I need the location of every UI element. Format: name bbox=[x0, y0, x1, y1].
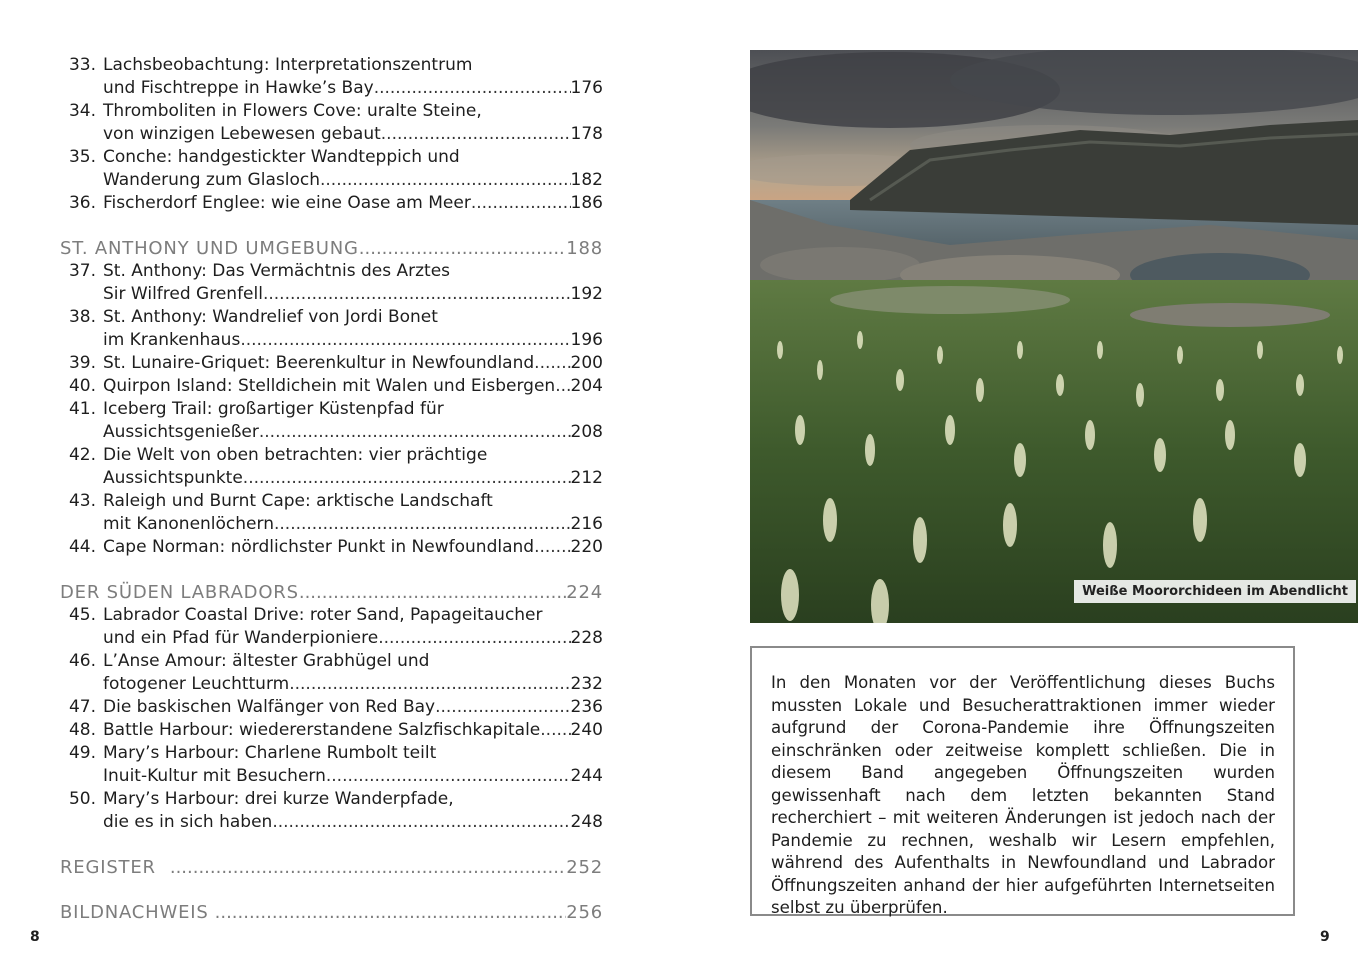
section-page: 252 bbox=[566, 857, 603, 878]
entry-title-line: von winzigen Lebewesen gebaut bbox=[103, 124, 381, 144]
entry-number: 44. bbox=[68, 537, 96, 557]
entry-number: 36. bbox=[68, 193, 96, 213]
toc-entry[interactable] bbox=[60, 146, 603, 192]
toc-entry[interactable] bbox=[60, 398, 603, 444]
entry-number: 42. bbox=[68, 445, 96, 465]
toc-entry[interactable] bbox=[60, 192, 603, 215]
entry-title-line: St. Anthony: Das Vermächtnis des Arztes bbox=[103, 261, 451, 281]
entry-title-line: Labrador Coastal Drive: roter Sand, Papageitaucher bbox=[103, 605, 543, 625]
toc-group-1 bbox=[60, 54, 603, 215]
toc-entry[interactable] bbox=[60, 306, 603, 352]
entry-page: 216 bbox=[570, 514, 603, 534]
toc-entry[interactable] bbox=[60, 536, 603, 559]
toc-entry[interactable] bbox=[60, 788, 603, 834]
entry-page: 182 bbox=[570, 170, 603, 190]
entry-number: 39. bbox=[68, 353, 96, 373]
entry-number: 48. bbox=[68, 720, 96, 740]
entry-number: 47. bbox=[68, 697, 96, 717]
toc-entry[interactable] bbox=[60, 260, 603, 306]
page-number-right: 9 bbox=[1320, 929, 1330, 945]
entry-number: 43. bbox=[68, 491, 96, 511]
entry-number: 33. bbox=[68, 55, 96, 75]
entry-title-line: Sir Wilfred Grenfell bbox=[103, 284, 263, 304]
section-page: 256 bbox=[566, 902, 603, 923]
landscape-photo bbox=[750, 50, 1358, 623]
entry-page: 178 bbox=[570, 124, 603, 144]
entry-number: 41. bbox=[68, 399, 96, 419]
entry-title-line: Thromboliten in Flowers Cove: uralte Steine, bbox=[103, 101, 482, 121]
toc-section-labrador[interactable] bbox=[60, 581, 603, 604]
entry-title-line: mit Kanonenlöchern bbox=[103, 514, 274, 534]
section-title: BILDNACHWEIS bbox=[60, 902, 209, 923]
section-page: 224 bbox=[566, 582, 603, 603]
entry-title-line: Aussichtspunkte bbox=[103, 468, 243, 488]
entry-title-line: Fischerdorf Englee: wie eine Oase am Meer bbox=[103, 193, 471, 213]
table-of-contents bbox=[60, 54, 603, 924]
section-title: REGISTER bbox=[60, 857, 156, 878]
page-number-left: 8 bbox=[30, 929, 40, 945]
entry-title-line: Mary’s Harbour: drei kurze Wanderpfade, bbox=[103, 789, 454, 809]
entry-title-line: Battle Harbour: wiedererstandene Salzfischkapitale bbox=[103, 720, 541, 740]
entry-page: 248 bbox=[570, 812, 603, 832]
entry-title-line: Cape Norman: nördlichster Punkt in Newfoundland bbox=[103, 537, 535, 557]
entry-title-line: Aussichtsgenießer bbox=[103, 422, 259, 442]
toc-section-register[interactable] bbox=[60, 856, 603, 879]
section-title: DER SÜDEN LABRADORS bbox=[60, 582, 299, 603]
toc-section-st-anthony[interactable] bbox=[60, 237, 603, 260]
entry-title-line: Die baskischen Walfänger von Red Bay bbox=[103, 697, 436, 717]
entry-title-line: die es in sich haben bbox=[103, 812, 273, 832]
entry-title-line: Lachsbeobachtung: Interpretationszentrum bbox=[103, 55, 473, 75]
entry-title-line: und ein Pfad für Wanderpioniere bbox=[103, 628, 379, 648]
toc-entry[interactable] bbox=[60, 100, 603, 146]
notice-box bbox=[750, 646, 1295, 916]
entry-number: 34. bbox=[68, 101, 96, 121]
entry-title-line: Inuit-Kultur mit Besuchern bbox=[103, 766, 326, 786]
entry-page: 228 bbox=[570, 628, 603, 648]
toc-group-2 bbox=[60, 260, 603, 559]
notice-text: In den Monaten vor der Veröffentlichung dieses Buchs mussten Lokale und Besucherattraktionen immer wieder aufgrund der Corona-Pandemie ihre Öffnungszeiten einschränken oder zeitweise komplett schließen. Die in diesem Band angegeben Öffnungszeiten wurden gewissenhaft nach dem letzten bekannten Stand recherchiert – mit weiteren Änderungen ist jedoch nach der Pandemie zu rechnen, weshalb wir Lesern empfehlen, während des Aufenthalts in Newfoundland und Labrador Öffnungszeiten anhand der hier aufgeführten Internetseiten selbst zu überprüfen. bbox=[771, 673, 1275, 917]
toc-entry[interactable] bbox=[60, 650, 603, 696]
entry-page: 196 bbox=[570, 330, 603, 350]
toc-group-3 bbox=[60, 604, 603, 834]
entry-title-line: Mary’s Harbour: Charlene Rumbolt teilt bbox=[103, 743, 437, 763]
entry-number: 40. bbox=[68, 376, 96, 396]
entry-page: 192 bbox=[570, 284, 603, 304]
entry-title-line: Iceberg Trail: großartiger Küstenpfad für bbox=[103, 399, 444, 419]
entry-number: 38. bbox=[68, 307, 96, 327]
entry-title-line: Quirpon Island: Stelldichein mit Walen und Eisbergen bbox=[103, 376, 556, 396]
toc-entry[interactable] bbox=[60, 54, 603, 100]
entry-page: 208 bbox=[570, 422, 603, 442]
entry-title-line: Wanderung zum Glasloch bbox=[103, 170, 320, 190]
entry-title-line: Conche: handgestickter Wandteppich und bbox=[103, 147, 460, 167]
entry-page: 240 bbox=[570, 720, 603, 740]
toc-entry[interactable] bbox=[60, 742, 603, 788]
entry-title-line: St. Lunaire-Griquet: Beerenkultur in Newfoundland bbox=[103, 353, 535, 373]
section-title: ST. ANTHONY UND UMGEBUNG bbox=[60, 238, 359, 259]
entry-page: 212 bbox=[570, 468, 603, 488]
entry-number: 45. bbox=[68, 605, 96, 625]
photo-caption: Weiße Moororchideen im Abendlicht bbox=[1074, 580, 1356, 603]
entry-number: 35. bbox=[68, 147, 96, 167]
entry-page: 236 bbox=[570, 697, 603, 717]
entry-page: 204 bbox=[570, 376, 603, 396]
toc-entry[interactable] bbox=[60, 352, 603, 375]
entry-title-line: im Krankenhaus bbox=[103, 330, 241, 350]
entry-number: 49. bbox=[68, 743, 96, 763]
entry-page: 244 bbox=[570, 766, 603, 786]
entry-title-line: Die Welt von oben betrachten: vier prächtige bbox=[103, 445, 488, 465]
entry-page: 200 bbox=[570, 353, 603, 373]
entry-page: 176 bbox=[570, 78, 603, 98]
entry-title-line: und Fischtreppe in Hawke’s Bay bbox=[103, 78, 374, 98]
entry-page: 220 bbox=[570, 537, 603, 557]
toc-entry[interactable] bbox=[60, 604, 603, 650]
section-page: 188 bbox=[566, 238, 603, 259]
entry-title-line: fotogener Leuchtturm bbox=[103, 674, 290, 694]
toc-entry[interactable] bbox=[60, 375, 603, 398]
toc-entry[interactable] bbox=[60, 719, 603, 742]
toc-entry[interactable] bbox=[60, 696, 603, 719]
entry-title-line: St. Anthony: Wandrelief von Jordi Bonet bbox=[103, 307, 438, 327]
entry-number: 46. bbox=[68, 651, 96, 671]
entry-number: 37. bbox=[68, 261, 96, 281]
toc-entry[interactable] bbox=[60, 444, 603, 490]
entry-page: 232 bbox=[570, 674, 603, 694]
entry-number: 50. bbox=[68, 789, 96, 809]
entry-page: 186 bbox=[570, 193, 603, 213]
entry-title-line: Raleigh und Burnt Cape: arktische Landschaft bbox=[103, 491, 493, 511]
toc-entry[interactable] bbox=[60, 490, 603, 536]
entry-title-line: L’Anse Amour: ältester Grabhügel und bbox=[103, 651, 430, 671]
toc-section-bildnachweis[interactable] bbox=[60, 901, 603, 924]
photo-illustration bbox=[750, 50, 1358, 623]
